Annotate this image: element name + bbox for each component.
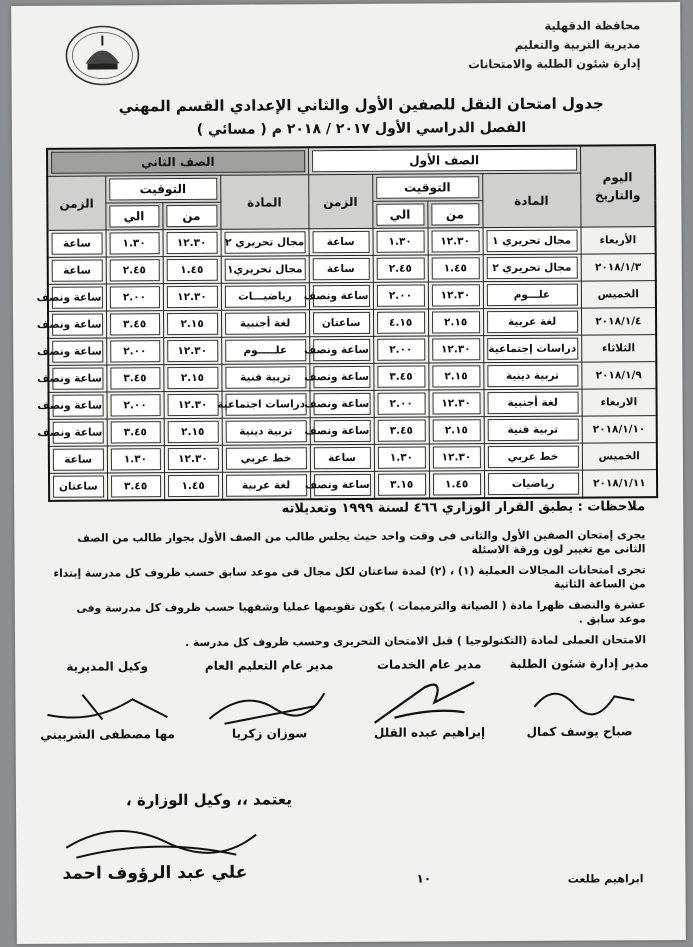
subject-cell: تربية دينية: [483, 362, 581, 390]
subject-cell: تربية فنية: [484, 416, 582, 444]
to-cell: ٢.٠٠: [373, 282, 428, 309]
timing-header: التوقيت: [372, 174, 482, 202]
signature-name: مها مصطفى الشربيني: [40, 727, 175, 742]
note-line: عشرة والنصف ظهرا مادة ( الصيانة والترميمات ) يكون تقويمها عمليا وشفهيا حسب ظروف كل مدرسة وفى موعد سابق .: [76, 598, 646, 626]
from-cell: ٢.١٥: [163, 310, 221, 337]
from-cell: ١٢.٣٠: [163, 283, 221, 310]
from-cell: ٢.١٥: [429, 417, 484, 444]
notes-section: [52, 499, 646, 658]
letterhead-line: إدارة شئون الطلبة والامتحانات: [468, 56, 641, 72]
to-cell: ١.٣٠: [373, 228, 428, 255]
from-cell: ١.٤٥: [163, 256, 221, 283]
day-date: ٢٠١٨/١/١٠: [582, 416, 657, 443]
from-cell: ١٢.٣٠: [428, 228, 483, 255]
to-header: الي: [105, 203, 162, 230]
ministry-logo: [63, 23, 141, 87]
duration-cell: ساعة ونصف: [48, 284, 106, 311]
signature-scribble: [364, 677, 494, 728]
letterhead: [468, 16, 641, 74]
signature-block: [354, 657, 504, 740]
duration-cell: ساعة ونصف: [48, 365, 106, 392]
table-row: [48, 362, 656, 393]
duration-cell: ساعة ونصف: [309, 282, 373, 309]
day-date: ٢٠١٨/١/٤: [581, 308, 656, 335]
table-row: [49, 443, 657, 474]
to-header: الي: [372, 201, 427, 228]
page-number: ١٠: [416, 871, 432, 886]
grade1-header: الصف الأول: [308, 146, 580, 175]
subject-cell: مجال تحريري ٢: [221, 229, 309, 257]
subject-cell: تربية دينية: [222, 418, 310, 446]
to-cell: ٢.٠٠: [106, 284, 163, 311]
duration-cell: ساعة ونصف: [310, 390, 374, 417]
duration-cell: ساعة ونصف: [48, 338, 106, 365]
duration-header: الزمن: [47, 176, 105, 230]
to-cell: ٣.٤٥: [374, 417, 429, 444]
to-cell: ٣.٤٥: [107, 419, 164, 446]
to-cell: ٣.٤٥: [107, 473, 164, 501]
table-row: [49, 389, 657, 420]
duration-cell: ساعة ونصف: [309, 363, 373, 390]
signature-block: [194, 658, 344, 741]
from-cell: ١.٤٥: [429, 471, 484, 499]
notes-title: ملاحظات : يطبق القرار الوزاري ٤٦٦ لسنة ١٩٩٩ وتعديلاته: [281, 499, 646, 517]
subject-header: المادة: [482, 173, 580, 228]
signature-role: مدير عام الخدمات: [376, 657, 482, 672]
to-cell: ٤.١٥: [373, 309, 428, 336]
subject-cell: خط عربي: [222, 445, 310, 473]
subject-cell: تربية فنية: [221, 364, 309, 392]
from-cell: ٢.١٥: [428, 363, 483, 390]
to-cell: ٢.٠٠: [373, 336, 428, 363]
day-name: الأربعاء: [581, 227, 656, 254]
note-line: يجرى إمتحان الصفين الأول والثانى فى وقت واحد حيث يجلس طالب من الصف الأول بجوار طالب من الصف الثانى مع تغيير لون ورقة الاسئلة: [77, 528, 646, 557]
duration-header: الزمن: [308, 174, 372, 228]
letterhead-line: مديرية التربية والتعليم: [514, 37, 641, 52]
typist-name: ابراهيم طلعت: [567, 872, 644, 886]
table-row: [49, 470, 657, 501]
day-date-header: اليوم والتاريخ: [580, 145, 655, 227]
subject-cell: لغة أجنبية: [221, 310, 309, 338]
from-cell: ١٢.٣٠: [429, 444, 484, 471]
to-cell: ١.٣٠: [107, 446, 164, 473]
document-title: جدول امتحان النقل للصفين الأول والثاني الإعدادي القسم المهني: [118, 94, 604, 116]
duration-cell: ساعة ونصف: [49, 419, 107, 446]
duration-cell: ساعتان: [309, 309, 373, 336]
table-row: [48, 308, 656, 339]
from-header: من: [427, 201, 482, 228]
to-cell: ٣.٤٥: [373, 363, 428, 390]
subject-cell: لغة أجنبية: [484, 389, 582, 417]
table-row: [48, 254, 656, 285]
day-name: الخميس: [581, 281, 656, 308]
duration-cell: ساعة: [309, 228, 373, 255]
subject-cell: علـــوم: [483, 281, 581, 309]
day-date: ٢٠١٨/١/١١: [582, 470, 657, 498]
signature-name: سوزان زكريا: [231, 726, 308, 741]
to-cell: ١.٣٠: [374, 444, 429, 471]
subject-cell: مجال تحريري ١: [483, 227, 581, 255]
from-cell: ١٢.٣٠: [429, 390, 484, 417]
duration-cell: ساعة ونصف: [309, 336, 373, 363]
signature-block: [504, 656, 654, 739]
duration-cell: ساعة: [309, 255, 373, 282]
day-date: ٢٠١٨/١/٩: [581, 362, 656, 389]
from-cell: ٢.١٥: [163, 364, 221, 391]
signature-block: [32, 659, 182, 742]
signatures-row: [40, 656, 655, 760]
from-cell: ١٢.٣٠: [428, 282, 483, 309]
subject-cell: علـــــوم: [221, 337, 309, 365]
duration-cell: ساعة: [310, 444, 374, 471]
duration-cell: ساعة ونصف: [310, 471, 374, 499]
from-header: من: [162, 202, 220, 229]
day-name: الاربعاء: [582, 389, 657, 416]
from-cell: ١٢.٣٠: [428, 336, 483, 363]
from-cell: ٢.١٥: [428, 309, 483, 336]
duration-cell: ساعة: [48, 230, 106, 257]
timing-header: التوقيت: [105, 175, 220, 203]
subject-cell: مجال تحريري١: [221, 256, 309, 284]
subject-cell: خط عربي: [484, 443, 582, 471]
subject-cell: لغة عربية: [222, 472, 310, 500]
table-row: [48, 227, 656, 258]
document-page: [11, 2, 686, 944]
duration-cell: ساعة ونصف: [310, 417, 374, 444]
table-row: [48, 335, 656, 366]
to-cell: ٢.٠٠: [106, 338, 163, 365]
to-cell: ٣.١٥: [374, 471, 429, 499]
signature-role: وكيل المديرية: [66, 659, 149, 674]
to-cell: ٢.٠٠: [374, 390, 429, 417]
duration-cell: ساعة ونصف: [49, 392, 107, 419]
duration-cell: ساعة ونصف: [48, 311, 106, 338]
to-cell: ٢.٤٥: [373, 255, 428, 282]
signature-name: صباح يوسف كمال: [526, 724, 633, 739]
signature-role: مدير إدارة شئون الطلبة: [509, 656, 649, 672]
approval-name: علي عبد الرؤوف احمد: [62, 862, 248, 884]
subject-header: المادة: [220, 175, 308, 230]
to-cell: ١.٣٠: [106, 230, 163, 257]
subject-cell: مجال تحريري ٢: [483, 254, 581, 282]
from-cell: ١٢.٣٠: [163, 229, 221, 256]
subject-cell: لغة عربية: [483, 308, 581, 336]
from-cell: ٢.١٥: [164, 418, 222, 445]
signature-name: إبراهيم عبده القلل: [373, 725, 486, 740]
subject-cell: دراسات إجتماعية: [483, 335, 581, 363]
signature-scribble: [42, 679, 172, 730]
duration-cell: ساعة: [49, 446, 107, 473]
exam-schedule-table: [36, 144, 658, 502]
duration-cell: ساعة: [48, 257, 106, 284]
signature-scribble: [204, 678, 334, 729]
to-cell: ٢.٤٥: [106, 257, 163, 284]
approval-text: يعتمد ،، وكيل الوزارة ،: [125, 790, 292, 810]
to-cell: ٢.٠٠: [107, 392, 164, 419]
from-cell: ١.٤٥: [164, 472, 222, 500]
from-cell: ١٢.٣٠: [163, 337, 221, 364]
from-cell: ١٢.٣٠: [164, 445, 222, 472]
from-cell: ١.٤٥: [428, 255, 483, 282]
day-name: الثلاثاء: [581, 335, 656, 362]
approval-signature: [56, 816, 276, 867]
document-subtitle: الفصل الدراسي الأول ٢٠١٧ / ٢٠١٨ م ( مسائي ): [196, 119, 527, 138]
subject-cell: دراسات اجتماعية: [222, 391, 310, 419]
to-cell: ٣.٤٥: [106, 365, 163, 392]
signature-role: مدير عام التعليم العام: [204, 658, 334, 673]
day-date: ٢٠١٨/١/٣: [581, 254, 656, 281]
from-cell: ١٢.٣٠: [164, 391, 222, 418]
note-line: الامتحان العملى لمادة (التكنولوجيا ) قبل الامتحان التحريرى وحسب ظروف كل مدرسة .: [185, 633, 647, 650]
grade2-header: الصف الثاني: [47, 147, 308, 176]
duration-cell: ساعتان: [49, 473, 107, 501]
letterhead-line: محافظة الدقهلية: [544, 18, 641, 33]
to-cell: ٣.٤٥: [106, 311, 163, 338]
signature-scribble: [514, 676, 644, 717]
table-row: [49, 416, 657, 447]
note-line: تجرى امتحانات المجالات العملية (١) ، (٢) لمدة ساعتان لكل مجال فى موعد سابق حسب ظروف كل مدرسة إبتداء من الساعة الثانية: [53, 563, 646, 591]
subject-cell: رياضيات: [484, 470, 582, 498]
table-row: [48, 281, 656, 312]
subject-cell: رياضيـــات: [221, 283, 309, 311]
day-name: الخميس: [582, 443, 657, 470]
